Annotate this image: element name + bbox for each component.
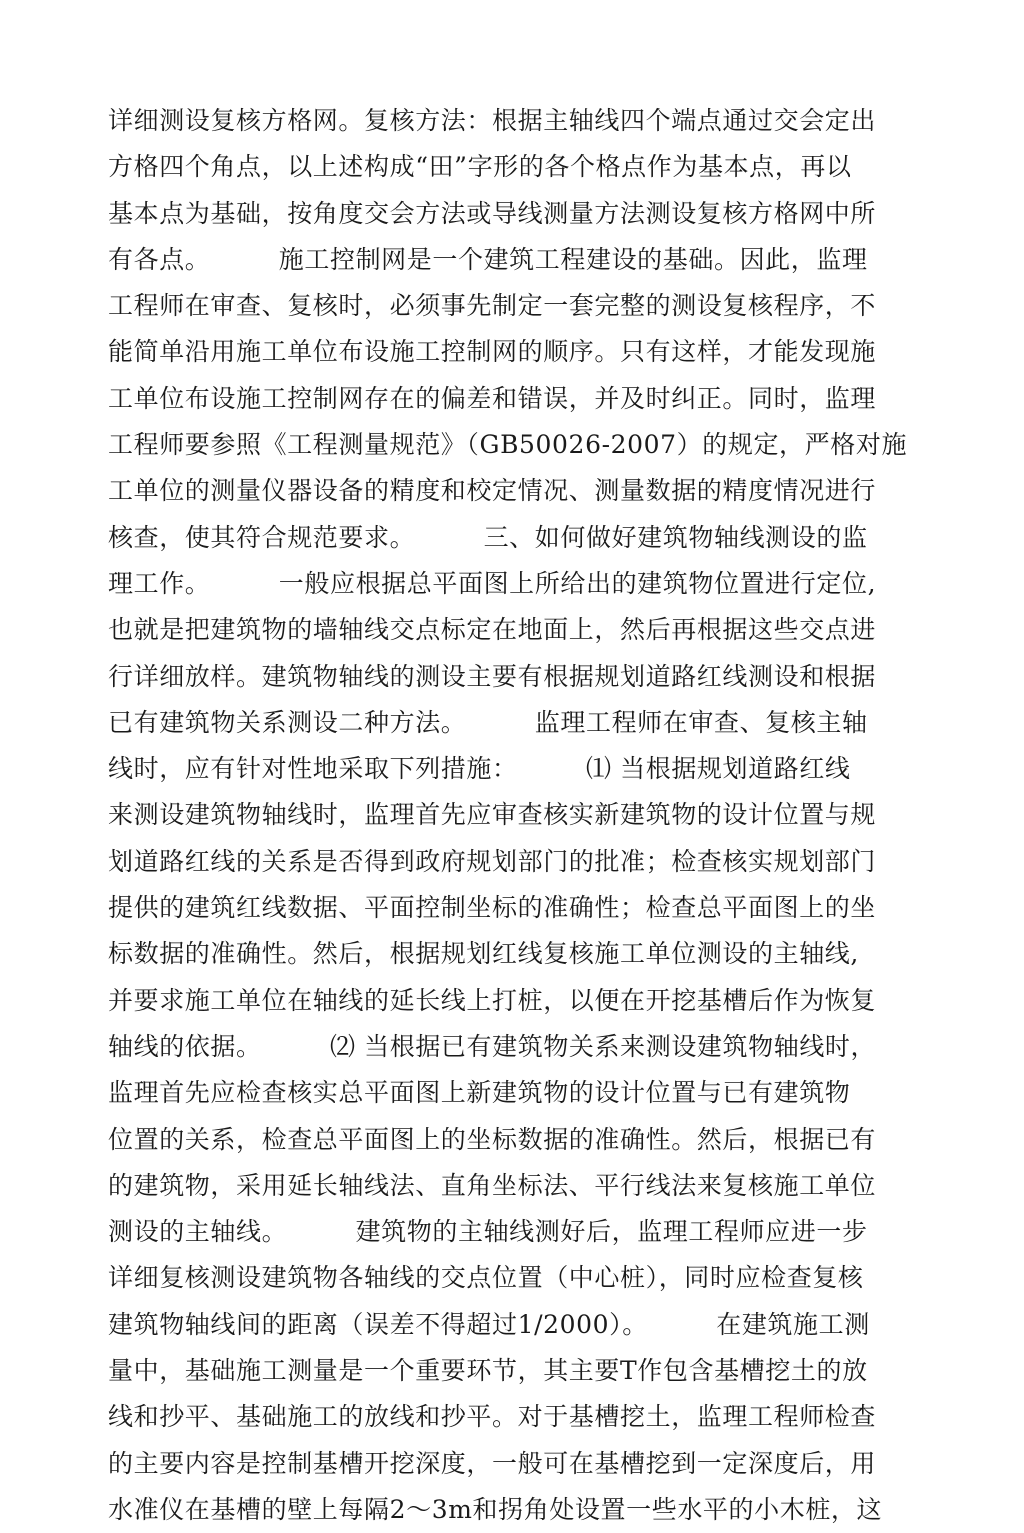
text-line: 位置的关系，检查总平面图上的坐标数据的准确性。然后，根据已有 (108, 1124, 877, 1154)
text-line: 建筑物轴线间的距离（误差不得超过1/2000）。 在建筑施工测 (108, 1309, 870, 1339)
text-line: 划道路红线的关系是否得到政府规划部门的批准；检查核实规划部门 (108, 846, 877, 876)
text-line: 工程师在审查、复核时，必须事先制定一套完整的测设复核程序，不 (108, 291, 877, 321)
text-line: 详细测设复核方格网。复核方法：根据主轴线四个端点通过交会定出 (108, 106, 877, 135)
text-line: 也就是把建筑物的墙轴线交点标定在地面上，然后再根据这些交点进 (108, 615, 877, 645)
text-line: 工单位的测量仪器设备的精度和校定情况、测量数据的精度情况进行 (108, 476, 877, 506)
text-line: 已有建筑物关系测设二种方法。 监理工程师在审查、复核主轴 (108, 707, 868, 737)
text-line: 详细复核测设建筑物各轴线的交点位置（中心桩），同时应检查复核 (108, 1263, 864, 1293)
text-line: 理工作。 一般应根据总平面图上所给出的建筑物位置进行定位, (108, 568, 877, 598)
text-line: 水准仪在基槽的壁上每隔2～3m和拐角处设置一些水平的小木桩，这 (108, 1494, 883, 1524)
text-line: 能简单沿用施工单位布设施工控制网的顺序。只有这样，才能发现施 (108, 337, 877, 367)
text-line: 测设的主轴线。 建筑物的主轴线测好后，监理工程师应进一步 (108, 1217, 868, 1247)
text-line: 并要求施工单位在轴线的延长线上打桩，以便在开挖基槽后作为恢复 (108, 985, 877, 1015)
text-line: 提供的建筑红线数据、平面控制坐标的准确性；检查总平面图上的坐 (108, 893, 877, 923)
text-line: 核查，使其符合规范要求。 三、如何做好建筑物轴线测设的监 (108, 522, 868, 552)
text-line: 有各点。 施工控制网是一个建筑工程建设的基础。因此，监理 (108, 244, 868, 274)
text-line: 标数据的准确性。然后，根据规划红线复核施工单位测设的主轴线, (108, 939, 859, 969)
text-line: 的主要内容是控制基槽开挖深度，一般可在基槽挖到一定深度后，用 (108, 1448, 877, 1478)
text-line: 量中，基础施工测量是一个重要环节，其主要T作包含基槽挖土的放 (108, 1356, 868, 1386)
text-line: 线时，应有针对性地采取下列措施： ⑴ 当根据规划道路红线 (108, 754, 851, 784)
text-line: 工程师要参照《工程测量规范》（GB50026-2007）的规定，严格对施 (108, 430, 908, 460)
text-line: 基本点为基础，按角度交会方法或导线测量方法测设复核方格网中所 (108, 198, 877, 228)
text-line: 行详细放样。建筑物轴线的测设主要有根据规划道路红线测设和根据 (108, 661, 877, 691)
text-line: 线和抄平、基础施工的放线和抄平。对于基槽挖土，监理工程师检查 (108, 1402, 877, 1432)
text-line: 来测设建筑物轴线时，监理首先应审查核实新建筑物的设计位置与规 (108, 800, 877, 830)
text-line: 工单位布设施工控制网存在的偏差和错误，并及时纠正。同时，监理 (108, 383, 877, 413)
text-line: 的建筑物，采用延长轴线法、直角坐标法、平行线法来复核施工单位 (108, 1170, 877, 1200)
text-line: 监理首先应检查核实总平面图上新建筑物的设计位置与已有建筑物 (108, 1078, 851, 1108)
text-line: 方格四个角点，以上述构成“田”字形的各个格点作为基本点，再以 (108, 152, 852, 182)
text-line: 轴线的依据。 ⑵ 当根据已有建筑物关系来测设建筑物轴线时， (108, 1031, 877, 1061)
body-text (108, 98, 908, 1533)
